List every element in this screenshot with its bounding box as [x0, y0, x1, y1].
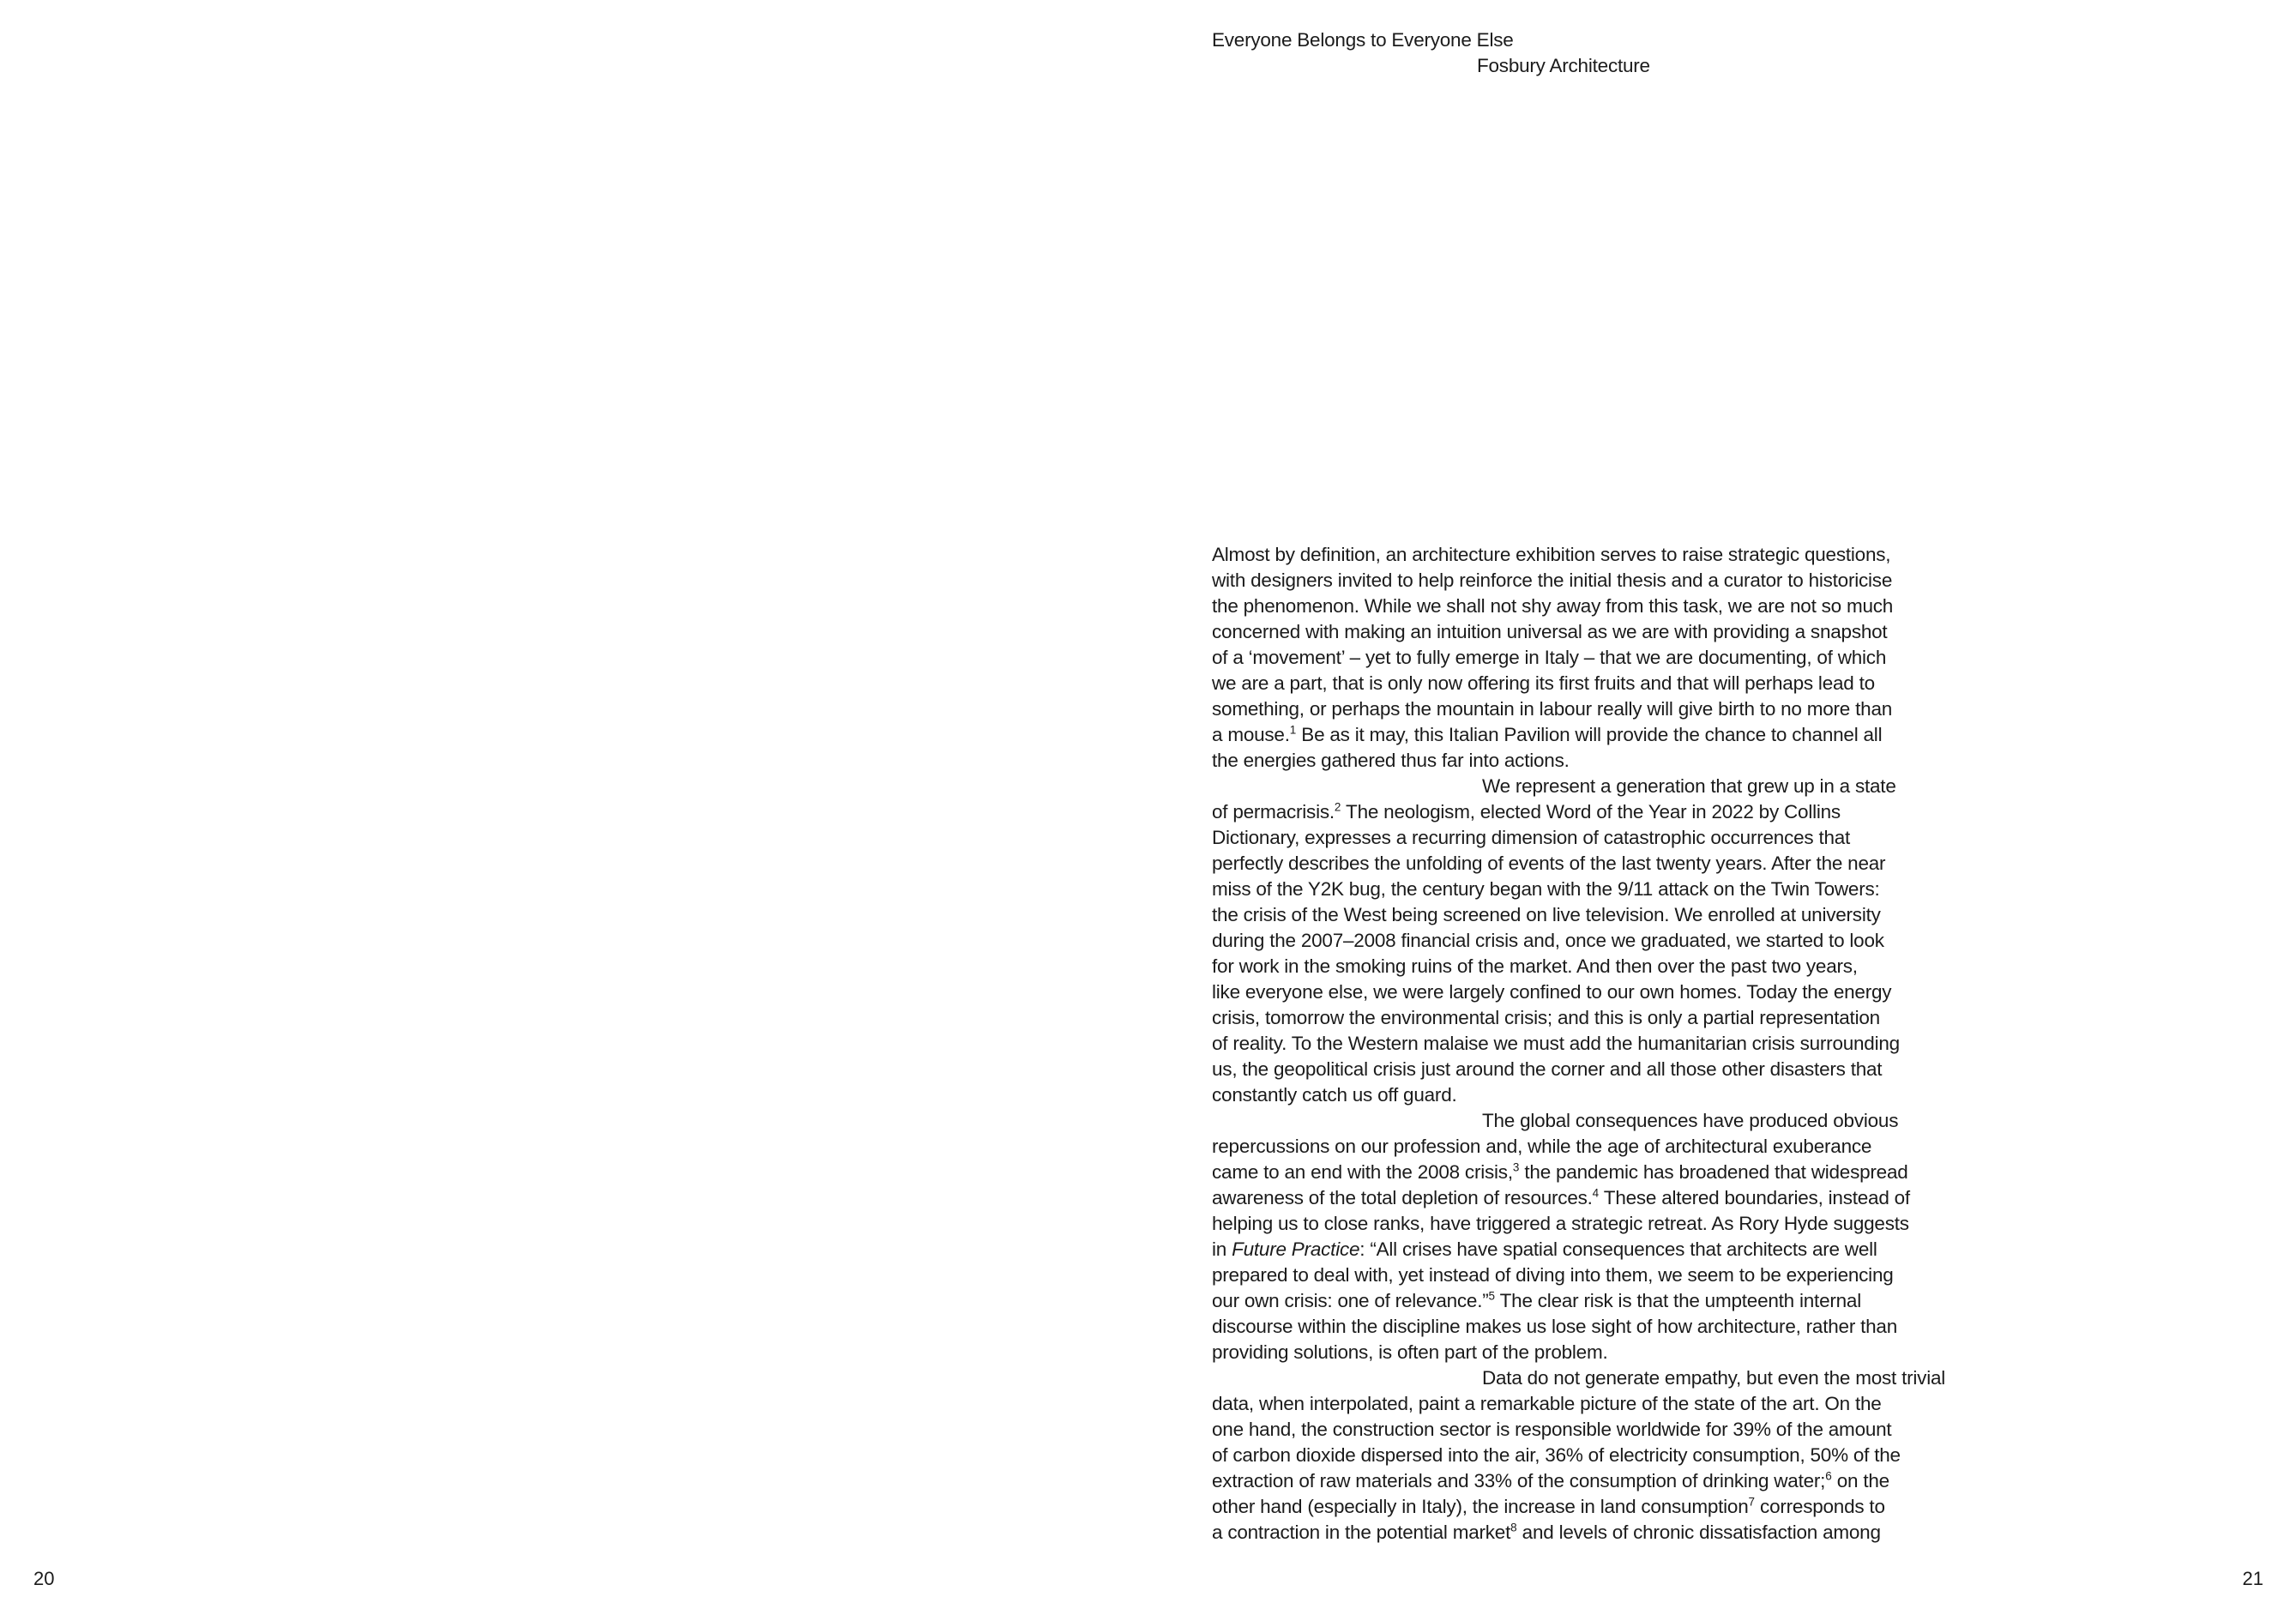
page-number-right: 21	[2242, 1568, 2263, 1589]
body-line: Dictionary, expresses a recurring dimension of catastrophic occurrences that	[1212, 827, 1851, 848]
body-line: of a ‘movement’ – yet to fully emerge in Italy – that we are documenting, of which	[1212, 647, 1887, 668]
essay-body	[1212, 542, 2027, 1546]
body-line: the crisis of the West being screened on live television. We enrolled at university	[1212, 904, 1881, 925]
body-line: Almost by definition, an architecture exhibition serves to raise strategic questions,	[1212, 544, 1891, 565]
body-line: a mouse.$^1$ Be as it may, this Italian Pavilion will provide the chance to channel all	[1212, 723, 1883, 745]
body-line: the phenomenon. While we shall not shy away from this task, we are not so much	[1212, 595, 1894, 617]
body-line: discourse within the discipline makes us lose sight of how architecture, rather than	[1212, 1316, 1898, 1337]
body-line: we are a part, that is only now offering its first fruits and that will perhaps lead to	[1212, 672, 1875, 694]
body-line: providing solutions, is often part of the problem.	[1212, 1341, 1608, 1363]
body-line: helping us to close ranks, have triggered a strategic retreat. As Rory Hyde suggests	[1212, 1213, 1909, 1234]
body-line: of reality. To the Western malaise we must add the humanitarian crisis surrounding	[1212, 1033, 1900, 1054]
essay-title: Everyone Belongs to Everyone Else	[1212, 29, 1514, 51]
body-line: during the 2007–2008 financial crisis and, once we graduated, we started to look	[1212, 930, 1884, 951]
body-line: constantly catch us off guard.	[1212, 1084, 1457, 1106]
body-line: our own crisis: one of relevance.”$^5$ The clear risk is that the umpteenth internal	[1212, 1289, 1861, 1311]
body-line: miss of the Y2K bug, the century began with the 9/11 attack on the Twin Towers:	[1212, 878, 1880, 900]
body-line: repercussions on our profession and, while the age of architectural exuberance	[1212, 1136, 1872, 1157]
essay-header	[1212, 27, 1650, 79]
page-number-left: 20	[33, 1568, 55, 1589]
body-line: a contraction in the potential market$^8$ and levels of chronic dissatisfaction among	[1212, 1521, 1881, 1543]
body-line: with designers invited to help reinforce the initial thesis and a curator to historicise	[1212, 569, 1893, 591]
body-line: perfectly describes the unfolding of events of the last twenty years. After the near	[1212, 853, 1886, 874]
body-line: other hand (especially in Italy), the increase in land consumption$^7$ corresponds to	[1212, 1495, 1885, 1517]
body-line: crisis, tomorrow the environmental crisis; and this is only a partial representation	[1212, 1007, 1880, 1028]
body-line: Data do not generate empathy, but even the most trivial	[1482, 1367, 1946, 1389]
body-line: came to an end with the 2008 crisis,$^3$ the pandemic has broadened that widespread	[1212, 1160, 1908, 1183]
body-line: in Future Practice: “All crises have spatial consequences that architects are well	[1212, 1238, 1877, 1260]
body-line: awareness of the total depletion of resources.$^4$ These altered boundaries, instead of	[1212, 1186, 1910, 1208]
body-line: like everyone else, we were largely confined to our own homes. Today the energy	[1212, 981, 1892, 1003]
body-line: of permacrisis.$^2$ The neologism, elected Word of the Year in 2022 by Collins	[1212, 800, 1841, 823]
body-line: one hand, the construction sector is responsible worldwide for 39% of the amount	[1212, 1419, 1892, 1440]
essay-author: Fosbury Architecture	[1477, 55, 1650, 76]
body-line: something, or perhaps the mountain in labour really will give birth to no more than	[1212, 698, 1893, 720]
body-line: of carbon dioxide dispersed into the air, 36% of electricity consumption, 50% of the	[1212, 1444, 1901, 1466]
body-line: The global consequences have produced obvious	[1482, 1110, 1899, 1131]
body-line: prepared to deal with, yet instead of diving into them, we seem to be experiencing	[1212, 1264, 1894, 1286]
body-line: concerned with making an intuition universal as we are with providing a snapshot	[1212, 621, 1888, 642]
body-line: the energies gathered thus far into actions.	[1212, 750, 1570, 771]
body-line: extraction of raw materials and 33% of the consumption of drinking water;$^6$ on the	[1212, 1469, 1889, 1491]
body-line: for work in the smoking ruins of the market. And then over the past two years,	[1212, 955, 1858, 977]
body-line: We represent a generation that grew up in a state	[1482, 775, 1896, 797]
body-line: us, the geopolitical crisis just around the corner and all those other disasters that	[1212, 1058, 1883, 1080]
body-line: data, when interpolated, paint a remarkable picture of the state of the art. On the	[1212, 1393, 1882, 1414]
